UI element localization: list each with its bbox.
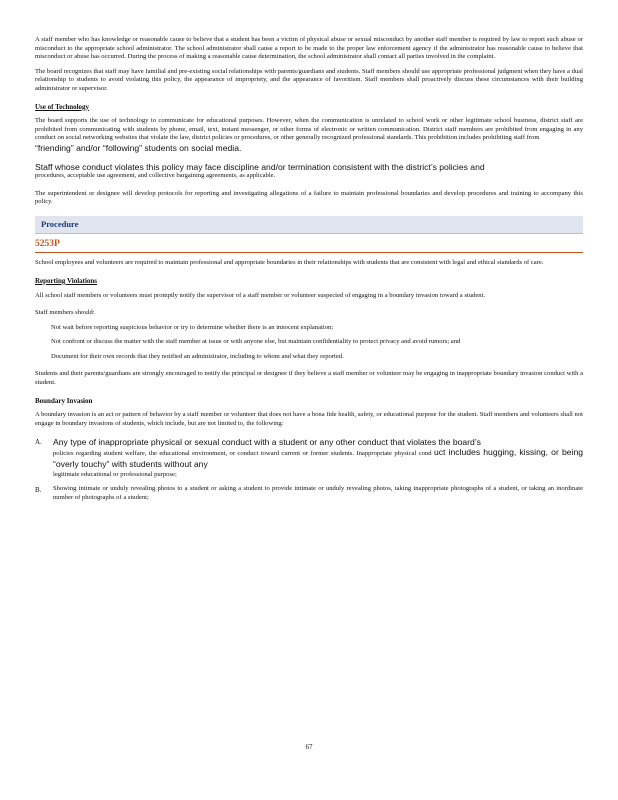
list-item-text: Not wait before reporting suspicious behavior or try to determine whether there is an innocent explanation;	[51, 323, 334, 331]
paragraph-superintendent: The superintendent or designee will develop protocols for reporting and investigating allegations of a failure to maintain professional boundaries and develop procedures and training to accompany this policy.	[35, 189, 583, 206]
paragraph-boundaries: School employees and volunteers are required to maintain professional and appropriate boundaries in their relationships with students that are consistent with legal and ethical standards of care.	[35, 259, 544, 267]
item-a-end: legitimate educational or professional purpose;	[53, 470, 177, 478]
document-page	[35, 36, 583, 502]
list-item-text: Not confront or discuss the matter with the staff member at issue or with anyone else, but maintain confidentiality to protect privacy and avoid rumors; and	[51, 338, 461, 346]
list-item	[35, 353, 583, 362]
item-a-big-2: uct includes hugging, kissing, or being “overly touchy” with students without any	[53, 447, 584, 470]
paragraph-relationships: The board recognizes that staff may have familial and pre-existing social relationships with parents/guardians and students. Staff members should use appropriate professional judgment when they have a dual relationship to students to avoid violating this policy, the appearance of impropriety, and the appearance of favoritism. Staff members shall proactively discuss these circumstances with their building administrator or supervisor.	[35, 67, 583, 92]
paragraph-technology-social-media: “friending” and/or “following” students on social media.	[35, 142, 242, 153]
list-marker-a: A.	[35, 438, 42, 447]
paragraph-technology: The board supports the use of technology to communicate for educational purposes. However, when the communication is unrelated to school work or other legitimate school business, district staff are prohibited from communicating with students by phone, email, text, instant messenger, or other forms of electronic or written communication. District staff members are prohibited from engaging in any conduct on social networking websites that violate the law, district policies or procedures, or other generally recognized professional standards. This prohibition includes prohibiting staff from	[35, 117, 583, 142]
page-number: 67	[305, 743, 313, 751]
list-item-a	[35, 437, 583, 479]
paragraph-discipline-lead: Staff whose conduct violates this policy may face discipline and/or termination consistent with the district’s policies and	[35, 161, 485, 172]
list-item-text: Document for their own records that they notified an administrator, including to whom and what they reported.	[51, 352, 344, 360]
item-a-text	[53, 447, 583, 470]
procedure-banner	[35, 216, 583, 234]
paragraph-discipline-rest: procedures, acceptable use agreement, and collective bargaining agreements, as applicable.	[35, 171, 276, 179]
bullet-marker-icon	[35, 353, 51, 362]
heading-boundary-invasion: Boundary Invasion	[35, 396, 93, 405]
item-b-text: Showing intimate or unduly revealing photos to a student or asking a student to provide intimate or unduly revealing photos, taking inappropriate photographs of a student, or taking an inordinate number of photographs of a student;	[53, 485, 583, 501]
procedure-label: Procedure	[41, 219, 79, 230]
section-divider	[35, 252, 583, 253]
staff-should-label: Staff members should:	[35, 309, 95, 317]
bullet-marker-icon	[35, 324, 51, 333]
bullet-marker-icon	[35, 338, 51, 347]
heading-reporting-violations: Reporting Violations	[35, 276, 98, 285]
procedure-code: 5253P	[35, 238, 60, 249]
heading-use-of-technology: Use of Technology	[35, 102, 90, 111]
item-a-small-1: policies regarding student welfare, the educational environment, or conduct toward current or former students. Inappropriate physical cond	[53, 450, 432, 458]
paragraph-boundary-definition: A boundary invasion is an act or pattern of behavior by a staff member or volunteer that does not have a bona fide health, safety, or educational purpose for the student. Staff members and volunteers shall not engage in boundary invasions of students, which include, but are not limited to, the following:	[35, 411, 583, 427]
list-item	[35, 338, 583, 347]
list-item-b	[35, 485, 583, 502]
paragraph-reporting-abuse: A staff member who has knowledge or reasonable cause to believe that a student has been a victim of physical abuse or sexual misconduct by another staff member is required by law to report such abuse or misconduct to the appropriate school administrator. The school administrator shall cause a report to be made to the proper law enforcement agency if the administrator has reasonable cause to believe that misconduct or abuse has occurred. During the process of making a reasonable cause determination, the school administrator shall contact all parties involved in the complaint.	[35, 36, 583, 61]
paragraph-students-parents: Students and their parents/guardians are strongly encouraged to notify the principal or designee if they believe a staff member or volunteer may be engaging in inappropriate boundary invasion conduct with a student.	[35, 370, 583, 387]
list-marker-b: B.	[35, 486, 42, 495]
item-a-lead: Any type of inappropriate physical or sexual conduct with a student or any other conduct that violates the board’s	[53, 437, 481, 448]
list-item	[35, 324, 583, 333]
paragraph-notify-supervisor: All school staff members or volunteers must promptly notify the supervisor of a staff member or volunteer suspected of engaging in a boundary invasion toward a student.	[35, 291, 486, 299]
